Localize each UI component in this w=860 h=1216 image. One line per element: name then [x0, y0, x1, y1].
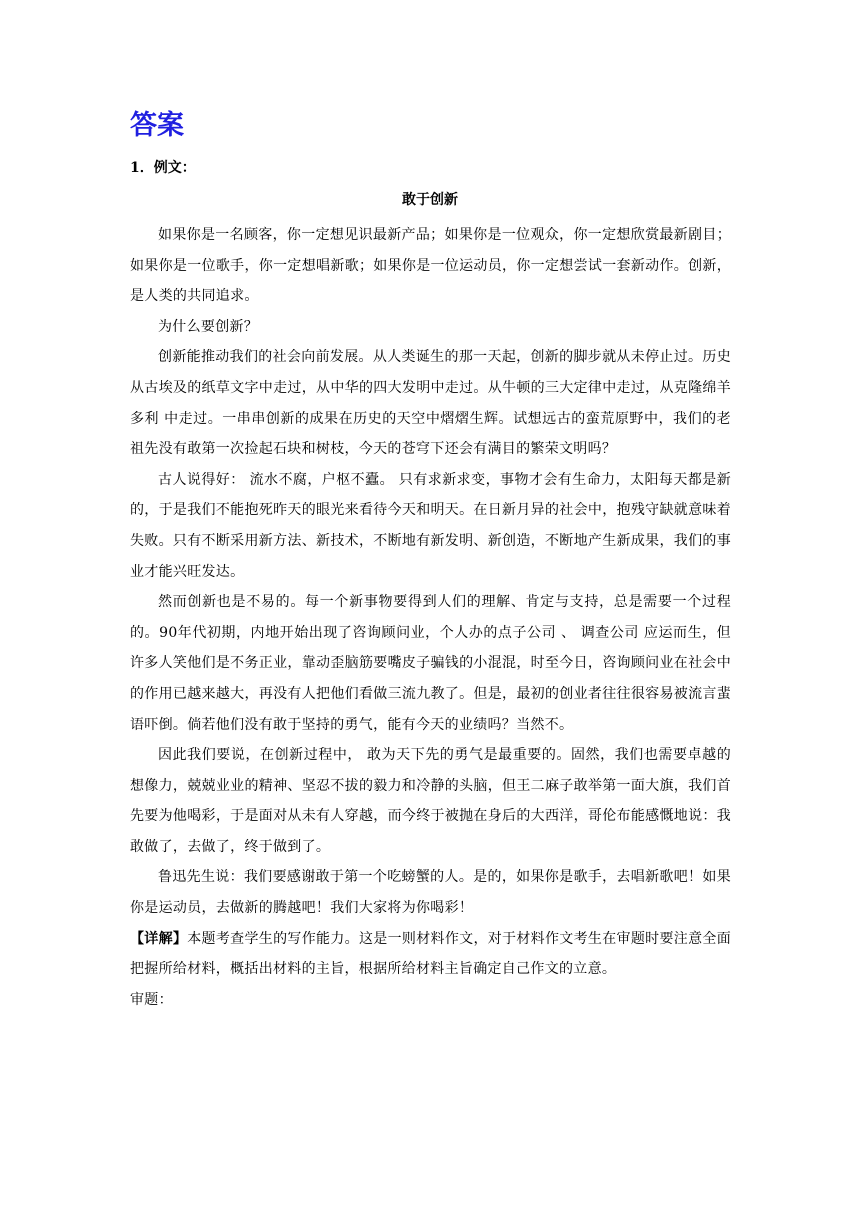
question-number: 1．例文： [130, 160, 196, 176]
essay-paragraph: 创新能推动我们的社会向前发展。从人类诞生的那一天起，创新的脚步就从未停止过。历史从古埃及的纸草文字中走过，从中华的四大发明中走过。从牛顿的三大定律中走过，从克隆绵羊 多利 中走过。一串串创新的成果在历史的天空中熠熠生辉。试想远古的蛮荒原野中，我们的老祖先没有敢第一次捡起石块和树枝，今天的苍穹下还会有满目的繁荣文明吗？ [130, 349, 731, 458]
analysis-label: 【详解】 [130, 930, 188, 947]
essay-paragraph: 因此我们要说，在创新过程中， 敢为天下先的勇气是最重要的。固然，我们也需要卓越的想像力，兢兢业业的精神、坚忍不拔的毅力和冷静的头脑，但王二麻子敢举第一面大旗，我们首先要为他喝彩，于是面对从未有人穿越，而今终于被抛在身后的大西洋，哥伦布能感慨地说：我敢做了，去做了，终于做到了。 [130, 747, 731, 855]
essay-paragraph: 然而创新也是不易的。每一个新事物要得到人们的理解、肯定与支持，总是需要一个过程的。90年代初期，内地开始出现了咨询顾问业，个人办的点子公司 、 调查公司 应运而生，但许多人笑他们是不务正业，靠动歪脑筋要嘴皮子骗钱的小混混，时至今日，咨询顾问业在社会中的作用已越来越大，再没有人把他们看做三流九教了。但是，最初的创业者往往很容易被流言蜚语吓倒。倘若他们没有敢于坚持的勇气，能有今天的业绩吗？当然不。 [130, 594, 731, 733]
analysis-text: 本题考查学生的写作能力。这是一则材料作文，对于材料作文考生在审题时要注意全面把握所给材料，概括出材料的主旨，根据所给材料主旨确定自己作文的立意。 [130, 930, 731, 978]
essay-body [130, 220, 731, 1015]
essay-paragraph: 鲁迅先生说：我们要感谢敢于第一个吃螃蟹的人。是的，如果你是歌手，去唱新歌吧！如果你是运动员，去做新的腾越吧！我们大家将为你喝彩！ [130, 869, 731, 917]
review-label: 审题： [130, 991, 173, 1008]
essay-paragraph: 为什么要创新？ [158, 318, 259, 335]
essay-title: 敢于创新 [402, 192, 458, 208]
essay-paragraph: 古人说得好： 流水不腐，户枢不蠹。 只有求新求变，事物才会有生命力，太阳每天都是新的，于是我们不能抱死昨天的眼光来看待今天和明天。在日新月异的社会中，抱残守缺就意味着失败。只有不断采用新方法、新技术，不断地有新发明、新创造，不断地产生新成果，我们的事业才能兴旺发达。 [130, 471, 731, 580]
answer-heading: 答案 [130, 110, 184, 141]
analysis-paragraph [130, 924, 731, 985]
essay-paragraph: 如果你是一名顾客，你一定想见识最新产品；如果你是一位观众，你一定想欣赏最新剧目；如果你是一位歌手，你一定想唱新歌；如果你是一位运动员，你一定想尝试一套新动作。创新，是人类的共同追求。 [130, 227, 731, 305]
